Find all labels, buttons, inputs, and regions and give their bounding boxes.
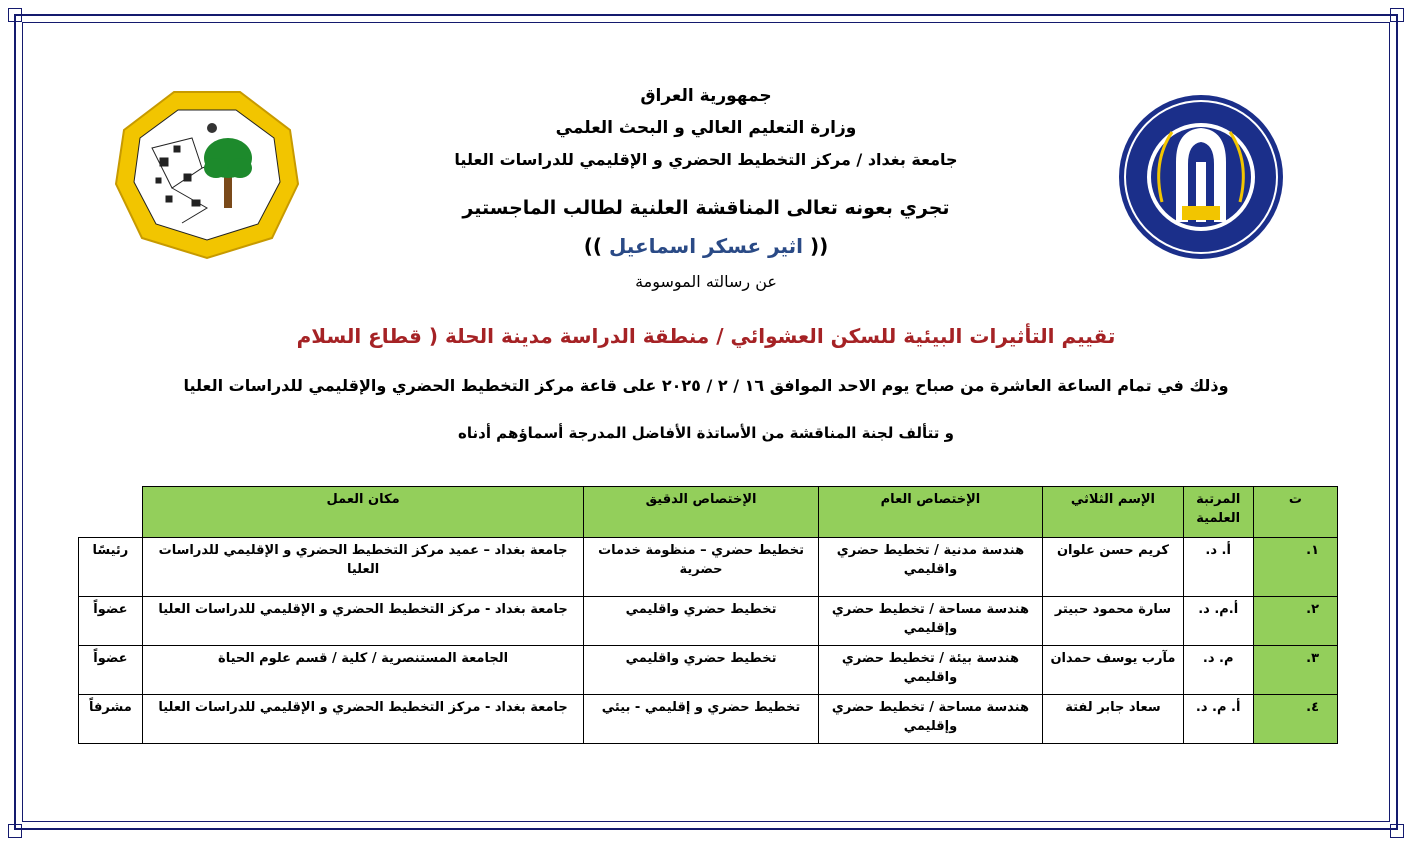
student-name: اثير عسكر اسماعيل	[608, 234, 804, 258]
cell-rank: أ. م. د.	[1183, 695, 1253, 744]
cell-workplace: جامعة بغداد – عميد مركز التخطيط الحضري و الإقليمي للدراسات العليا	[142, 538, 584, 597]
header-general: الإختصاص العام	[818, 487, 1043, 538]
table-header-row	[79, 487, 1338, 538]
cell-workplace: الجامعة المستنصرية / كلية / قسم علوم الحياة	[142, 646, 584, 695]
student-open-paren: ((	[810, 234, 829, 258]
thesis-intro: عن رسالته الموسومة	[635, 272, 777, 291]
student-line	[0, 234, 1412, 258]
ministry-line: وزارة التعليم العالي و البحث العلمي	[555, 118, 857, 138]
schedule-line: وذلك في تمام الساعة العاشرة من صباح يوم الاحد الموافق ١٦ / ٢ / ٢٠٢٥ على قاعة مركز التخطيط الحضري والإقليمي للدراسات العليا	[183, 376, 1229, 395]
cell-index: ٢.	[1253, 597, 1337, 646]
header-rank: المرتبة العلمية	[1183, 487, 1253, 538]
cell-index: ٣.	[1253, 646, 1337, 695]
corner-ornament	[1390, 8, 1404, 22]
cell-role: رئيسًا	[79, 538, 143, 597]
thesis-title: تقييم التأثيرات البيئية للسكن العشوائي / منطقة الدراسة مدينة الحلة ( قطاع السلام	[296, 324, 1116, 348]
corner-ornament	[1390, 824, 1404, 838]
student-close-paren: ))	[583, 234, 602, 258]
cell-name: مآرب يوسف حمدان	[1043, 646, 1183, 695]
cell-general: هندسة مساحة / تخطيط حضري وإقليمي	[818, 597, 1043, 646]
cell-specific: تخطيط حضري واقليمي	[584, 597, 818, 646]
cell-index: ١.	[1253, 538, 1337, 597]
table-row	[79, 538, 1338, 597]
cell-general: هندسة مدنية / تخطيط حضري واقليمي	[818, 538, 1043, 597]
cell-specific: تخطيط حضري – منظومة خدمات حضرية	[584, 538, 818, 597]
header-specific: الإختصاص الدقيق	[584, 487, 818, 538]
header-workplace: مكان العمل	[142, 487, 584, 538]
cell-rank: أ. د.	[1183, 538, 1253, 597]
republic-line: جمهورية العراق	[640, 86, 772, 106]
university-line: جامعة بغداد / مركز التخطيط الحضري و الإقليمي للدراسات العليا	[454, 150, 958, 169]
committee-intro: و تتألف لجنة المناقشة من الأساتذة الأفاضل المدرجة أسماؤهم أدناه	[458, 424, 954, 442]
cell-name: كريم حسن علوان	[1043, 538, 1183, 597]
cell-role: عضواً	[79, 597, 143, 646]
header-name: الإسم الثلاثي	[1043, 487, 1183, 538]
cell-name: سارة محمود حبيتر	[1043, 597, 1183, 646]
cell-rank: أ.م. د.	[1183, 597, 1253, 646]
committee-table	[78, 486, 1338, 744]
cell-role: عضواً	[79, 646, 143, 695]
table-row	[79, 695, 1338, 744]
cell-index: ٤.	[1253, 695, 1337, 744]
cell-specific: تخطيط حضري واقليمي	[584, 646, 818, 695]
header-role-blank	[79, 487, 143, 538]
corner-ornament	[8, 824, 22, 838]
cell-workplace: جامعة بغداد - مركز التخطيط الحضري و الإقليمي للدراسات العليا	[142, 597, 584, 646]
cell-specific: تخطيط حضري و إقليمي - بيئي	[584, 695, 818, 744]
cell-rank: م. د.	[1183, 646, 1253, 695]
cell-general: هندسة بيئة / تخطيط حضري واقليمي	[818, 646, 1043, 695]
table-row	[79, 597, 1338, 646]
cell-role: مشرفاً	[79, 695, 143, 744]
table-row	[79, 646, 1338, 695]
cell-general: هندسة مساحة / تخطيط حضري وإقليمي	[818, 695, 1043, 744]
corner-ornament	[8, 8, 22, 22]
cell-name: سعاد جابر لفتة	[1043, 695, 1183, 744]
cell-workplace: جامعة بغداد - مركز التخطيط الحضري و الإقليمي للدراسات العليا	[142, 695, 584, 744]
announcement-line: تجري بعونه تعالى المناقشة العلنية لطالب الماجستير	[462, 197, 950, 219]
header-index: ت	[1253, 487, 1337, 538]
